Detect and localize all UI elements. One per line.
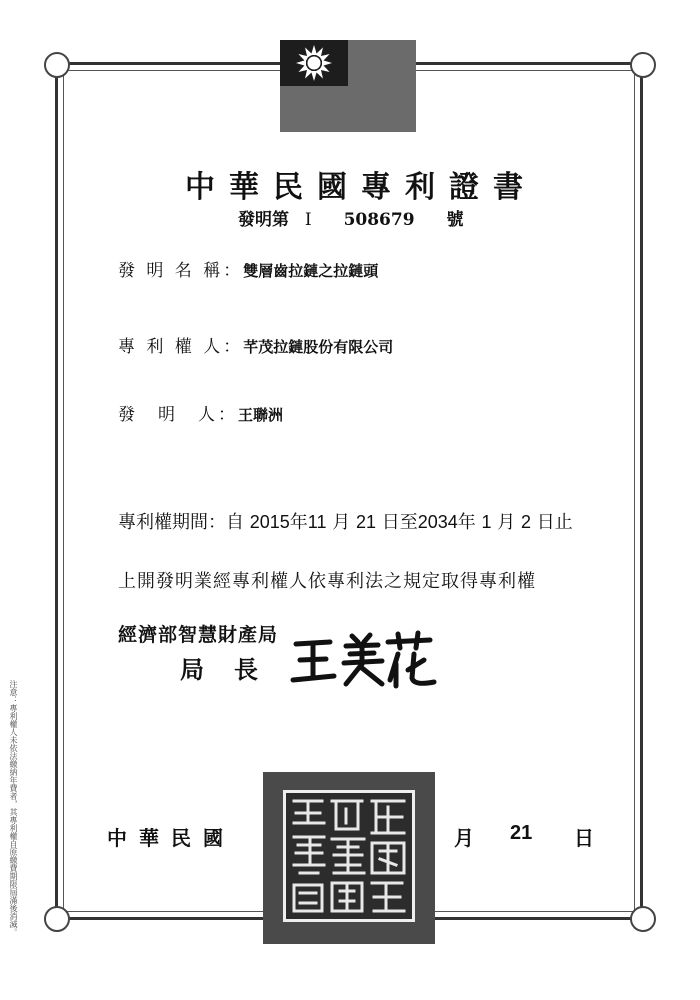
issue-date-era: 中華民國 <box>107 826 235 850</box>
flag-canton <box>280 40 348 86</box>
seal-script-pattern <box>286 793 412 919</box>
start-day: 21 <box>355 512 376 532</box>
seal-inner-square <box>283 790 415 922</box>
end-day-char: 日 <box>536 512 555 533</box>
certificate-number: 508679 <box>343 210 415 230</box>
number-prefix: 發明第 <box>238 210 289 230</box>
official-seal <box>263 772 435 944</box>
patentee-value: 芊茂拉鏈股份有限公司 <box>243 338 394 356</box>
end-month: 1 <box>481 512 492 532</box>
field-invention-name <box>118 256 378 281</box>
invention-name-value: 雙層齒拉鏈之拉鏈頭 <box>243 262 379 280</box>
period-to: 至 <box>399 512 418 533</box>
end-month-char: 月 <box>497 512 516 533</box>
period-from: 自 <box>226 512 244 533</box>
issue-date-day: 21 <box>510 822 533 844</box>
white-sun-icon <box>294 43 334 83</box>
inventor-value: 王聯洲 <box>238 406 284 424</box>
national-flag-emblem <box>280 40 416 132</box>
start-year-char: 年 <box>289 512 308 533</box>
corner-ornament-top-left <box>44 52 70 78</box>
patent-term-period <box>118 508 573 534</box>
corner-ornament-bottom-left <box>44 906 70 932</box>
invention-name-label: 發 明 名 稱： <box>118 261 244 281</box>
number-letter: I <box>304 210 312 230</box>
grant-statement: 上開發明業經專利權人依專利法之規定取得專利權 <box>118 571 536 592</box>
patentee-label: 專 利 權 人： <box>118 337 244 357</box>
start-month: 11 <box>307 512 327 532</box>
end-day: 2 <box>520 512 531 532</box>
period-end-word: 止 <box>554 512 573 533</box>
issue-date-day-char: 日 <box>574 826 594 850</box>
corner-ornament-top-right <box>630 52 656 78</box>
certificate-number-row <box>238 205 473 230</box>
end-year-char: 年 <box>457 512 476 533</box>
field-patentee <box>118 332 393 357</box>
field-inventor <box>118 400 283 425</box>
certificate-title: 中華民國專利證書 <box>185 170 537 205</box>
issuing-office: 經濟部智慧財產局 <box>118 624 279 646</box>
end-year: 2034 <box>417 512 458 532</box>
director-title: 局長 <box>180 655 288 684</box>
period-label: 專利權期間： <box>118 512 226 533</box>
number-suffix: 號 <box>446 210 464 230</box>
start-month-char: 月 <box>332 512 351 533</box>
director-signature <box>290 630 440 690</box>
corner-ornament-bottom-right <box>630 906 656 932</box>
issue-date-month-char: 月 <box>454 826 474 850</box>
start-day-char: 日 <box>381 512 400 533</box>
start-year: 2015 <box>249 512 290 532</box>
inventor-label: 發 明 人： <box>118 405 238 425</box>
side-note: 注意：專利權人未依法繳納年費者，其專利權自原繳費期限屆滿後消滅。 <box>9 680 18 936</box>
